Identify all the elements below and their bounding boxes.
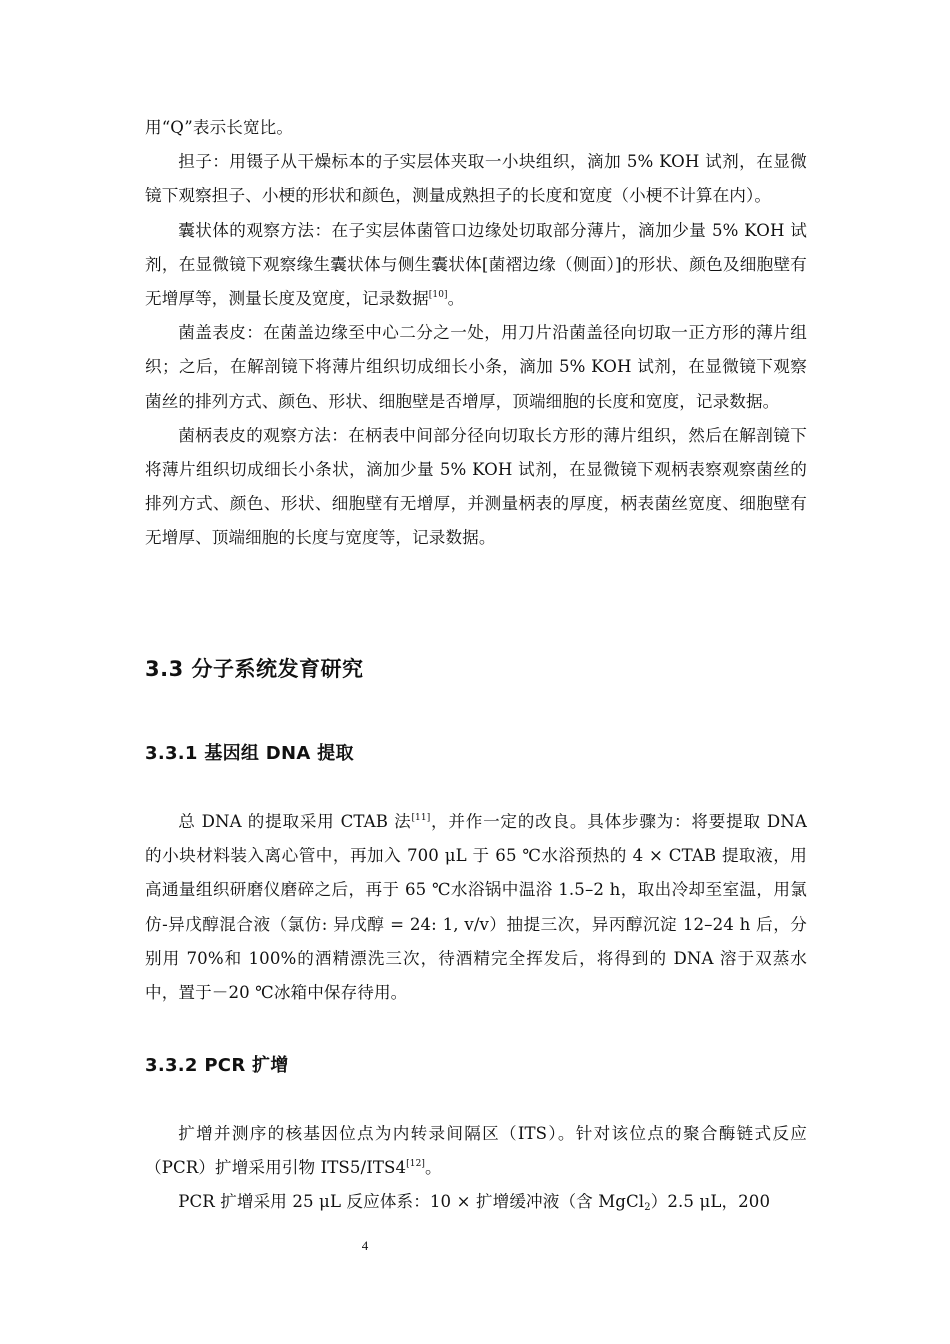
paragraph-cystidia-text: 囊状体的观察方法：在子实层体菌管口边缘处切取部分薄片，滴加少量 5% KOH 试剂，在显微镜下观察缘生囊状体与侧生囊状体[菌褶边缘（侧面）]的形状、颜色及细胞壁有无增厚等，测量长度及宽度，记录数据: [145, 220, 807, 309]
paragraph-cystidia-end: 。: [447, 289, 465, 309]
pcr-system-tail: ）2.5 μL，200: [650, 1192, 771, 1212]
citation-11: [11]: [411, 813, 431, 823]
paragraph-dna-extraction: [145, 805, 807, 1010]
paragraph-basidia: 担子：用镊子从干燥标本的子实层体夹取一小块组织，滴加 5% KOH 试剂，在显微镜下观察担子、小梗的形状和颜色，测量成熟担子的长度和宽度（小梗不计算在内）。: [145, 152, 807, 206]
paragraph-its-locus: [145, 1117, 807, 1185]
paragraph-pileipellis: 菌盖表皮：在菌盖边缘至中心二分之一处，用刀片沿菌盖径向切取一正方形的薄片组织；之后，在解剖镜下将薄片组织切成细长小条，滴加 5% KOH 试剂，在显微镜下观察菌丝的排列方式、颜色、形状、细胞壁是否增厚，顶端细胞的长度和宽度，记录数据。: [145, 323, 807, 411]
page-number: 4: [361, 1238, 369, 1253]
dna-extraction-text: [145, 805, 807, 1010]
paragraph-stipitipellis: 菌柄表皮的观察方法：在柄表中间部分径向切取长方形的薄片组织，然后在解剖镜下将薄片组织切成细长小条状，滴加少量 5% KOH 试剂，在显微镜下观柄表察观察菌丝的排列方式、颜色、形状、细胞壁有无增厚，并测量柄表的厚度，柄表菌丝宽度、细胞壁有无增厚、顶端细胞的长度与宽度等，记录数据。: [145, 425, 807, 548]
paragraph-pcr-system: [145, 1185, 807, 1219]
its-locus-text: 扩增并测序的核基因位点为内转录间隔区（ITS）。针对该位点的聚合酶链式反应（PCR）扩增采用引物 ITS5/ITS4: [145, 1124, 807, 1178]
pcr-text: [145, 1117, 807, 1220]
its-locus-end: 。: [425, 1158, 442, 1178]
section-heading-3-3-1: 3.3.1 基因组 DNA 提取: [145, 743, 354, 764]
dna-extraction-lead: 总 DNA 的提取采用 CTAB 法: [178, 812, 412, 831]
section-3-2-text: [145, 111, 807, 556]
paragraph-cystidia: [145, 214, 807, 317]
citation-10: [10]: [428, 290, 448, 301]
paragraph-q-ratio: 用“Q”表示长宽比。: [145, 118, 294, 137]
pcr-system-lead: PCR 扩增采用 25 μL 反应体系：10 × 扩增缓冲液（含 MgCl: [178, 1192, 645, 1212]
citation-12: [12]: [406, 1159, 426, 1170]
section-heading-3-3-2: 3.3.2 PCR 扩增: [145, 1055, 289, 1076]
dna-extraction-body: ，并作一定的改良。具体步骤为：将要提取 DNA 的小块材料装入离心管中，再加入 700 μL 于 65 ℃水浴预热的 4 × CTAB 提取液，用高通量组织研磨仪磨碎之后，再于 65 ℃水浴锅中温浴 1.5–2 h，取出冷却至室温，用氯仿-异戊醇混合液（氯仿: 异戊醇 = 24: 1, v/v）抽提三次，异丙醇沉淀 12–24 h 后，分别用 70%和 100%的酒精漂洗三次，待酒精完全挥发后，将得到的 DNA 溶于双蒸水中，置于－20 ℃冰箱中保存待用。: [145, 812, 807, 1003]
section-heading-3-3: 3.3 分子系统发育研究: [145, 657, 364, 681]
mgcl2-subscript: 2: [644, 1202, 651, 1214]
